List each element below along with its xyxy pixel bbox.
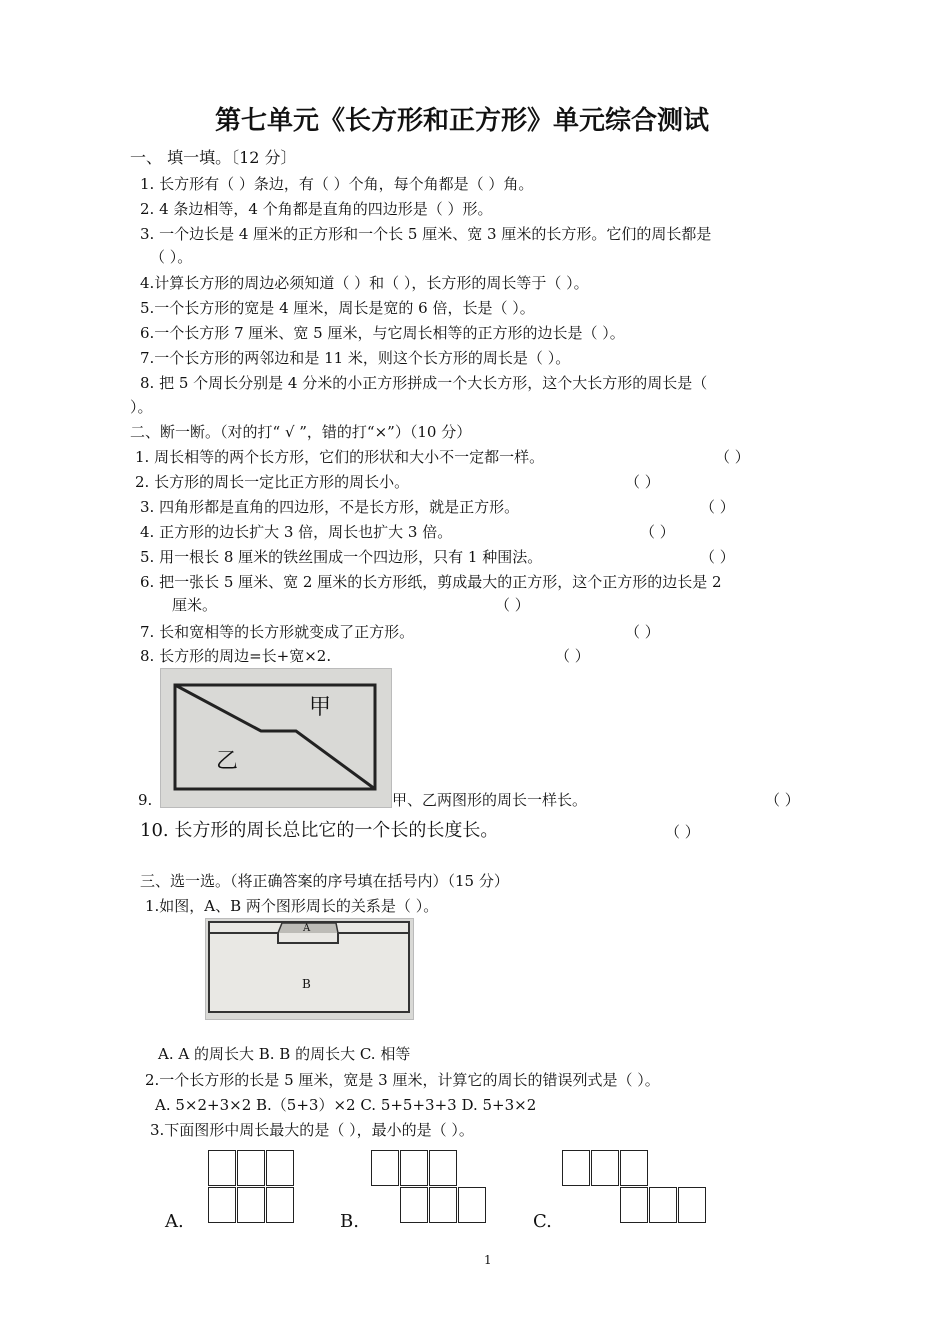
s2-item-1-mark: （ ） [715, 448, 750, 466]
s1-item-6: 6.一个长方形 7 厘米、宽 5 厘米，与它周长相等的正方形的边长是（ ）。 [140, 324, 625, 342]
s3-q1-options: A. A 的周长大 B. B 的周长大 C. 相等 [158, 1045, 411, 1063]
s1-item-4: 4.计算长方形的周边必须知道（ ）和（ ），长方形的周长等于（ ）。 [140, 274, 589, 292]
s2-item-9-number: 9. [138, 791, 153, 809]
s1-item-1: 1. 长方形有（ ）条边，有（ ）个角，每个角都是（ ）角。 [140, 175, 534, 193]
grid-label-c: C. [533, 1211, 552, 1232]
s2-item-6-cont: 厘米。 [172, 596, 218, 614]
page-number: 1 [484, 1253, 492, 1267]
figure-label-yi: 乙 [216, 749, 239, 774]
s3-question-3: 3.下面图形中周长最大的是（ ），最小的是（ ）。 [150, 1121, 474, 1139]
s2-item-2-mark: （ ） [625, 473, 660, 491]
s2-item-9: 甲、乙两图形的周长一样长。 [392, 791, 588, 809]
s2-item-5: 5. 用一根长 8 厘米的铁丝围成一个四边形，只有 1 种围法。 [140, 548, 543, 566]
s1-item-5: 5.一个长方形的宽是 4 厘米，周长是宽的 6 倍，长是（ ）。 [140, 299, 535, 317]
section3-heading: 三、选一选。（将正确答案的序号填在括号内）（15 分） [140, 872, 509, 890]
s3-q2-options: A. 5×2+3×2 B.（5+3）×2 C. 5+5+3+3 D. 5+3×2 [155, 1096, 537, 1114]
s2-item-7-mark: （ ） [625, 623, 660, 641]
s2-item-5-mark: （ ） [700, 548, 735, 566]
s2-item-7: 7. 长和宽相等的长方形就变成了正方形。 [140, 623, 415, 641]
figure-label-jia: 甲 [309, 695, 332, 720]
page-title: 第七单元《长方形和正方形》单元综合测试 [215, 106, 710, 136]
s1-item-2: 2. 4 条边相等，4 个角都是直角的四边形是（ ）形。 [140, 200, 493, 218]
figure-jia-yi-drawing [161, 669, 391, 807]
s1-item-3: 3. 一个边长是 4 厘米的正方形和一个长 5 厘米、宽 3 厘米的长方形。它们的周长都是 [140, 225, 712, 243]
s1-item-8: 8. 把 5 个周长分别是 4 分米的小正方形拼成一个大长方形，这个大长方形的周长是（ [140, 374, 708, 392]
s1-item-8-cont: ）。 [130, 398, 153, 416]
s2-item-8: 8. 长方形的周边=长+宽×2. [140, 647, 332, 665]
s3-question-1: 1.如图，A、B 两个图形周长的关系是（ ）。 [145, 897, 439, 915]
s2-item-6-mark: （ ） [495, 596, 530, 614]
section2-heading: 二、断一断。（对的打“ √ ”，错的打“×”）（10 分） [130, 423, 472, 441]
s2-item-4: 4. 正方形的边长扩大 3 倍，周长也扩大 3 倍。 [140, 523, 453, 541]
s1-item-3-cont: （ ）。 [150, 248, 193, 266]
s2-item-3-mark: （ ） [700, 498, 735, 516]
s2-item-10-mark: （ ） [665, 823, 700, 841]
s3-question-2: 2.一个长方形的长是 5 厘米，宽是 3 厘米，计算它的周长的错误列式是（ ）。 [145, 1071, 660, 1089]
s2-item-4-mark: （ ） [640, 523, 675, 541]
figure-a-b [205, 918, 414, 1020]
s2-item-6: 6. 把一张长 5 厘米、宽 2 厘米的长方形纸，剪成最大的正方形，这个正方形的边长是 2 [140, 573, 722, 591]
s2-item-1: 1. 周长相等的两个长方形，它们的形状和大小不一定都一样。 [135, 448, 545, 466]
s2-item-9-mark: （ ） [765, 791, 800, 809]
grid-label-a: A. [165, 1211, 184, 1232]
s2-item-10: 10. 长方形的周长总比它的一个长的长度长。 [140, 820, 499, 841]
s1-item-7: 7.一个长方形的两邻边和是 11 米，则这个长方形的周长是（ ）。 [140, 349, 571, 367]
figure-label-a: A [303, 923, 311, 934]
s2-item-8-mark: （ ） [555, 647, 590, 665]
s2-item-2: 2. 长方形的周长一定比正方形的周长小。 [135, 473, 410, 491]
section1-heading: 一、 填一填。〔12 分〕 [130, 148, 297, 167]
s2-item-3: 3. 四角形都是直角的四边形，不是长方形，就是正方形。 [140, 498, 520, 516]
figure-jia-yi [160, 668, 392, 808]
grid-label-b: B. [340, 1211, 359, 1232]
figure-label-b: B [302, 977, 311, 991]
